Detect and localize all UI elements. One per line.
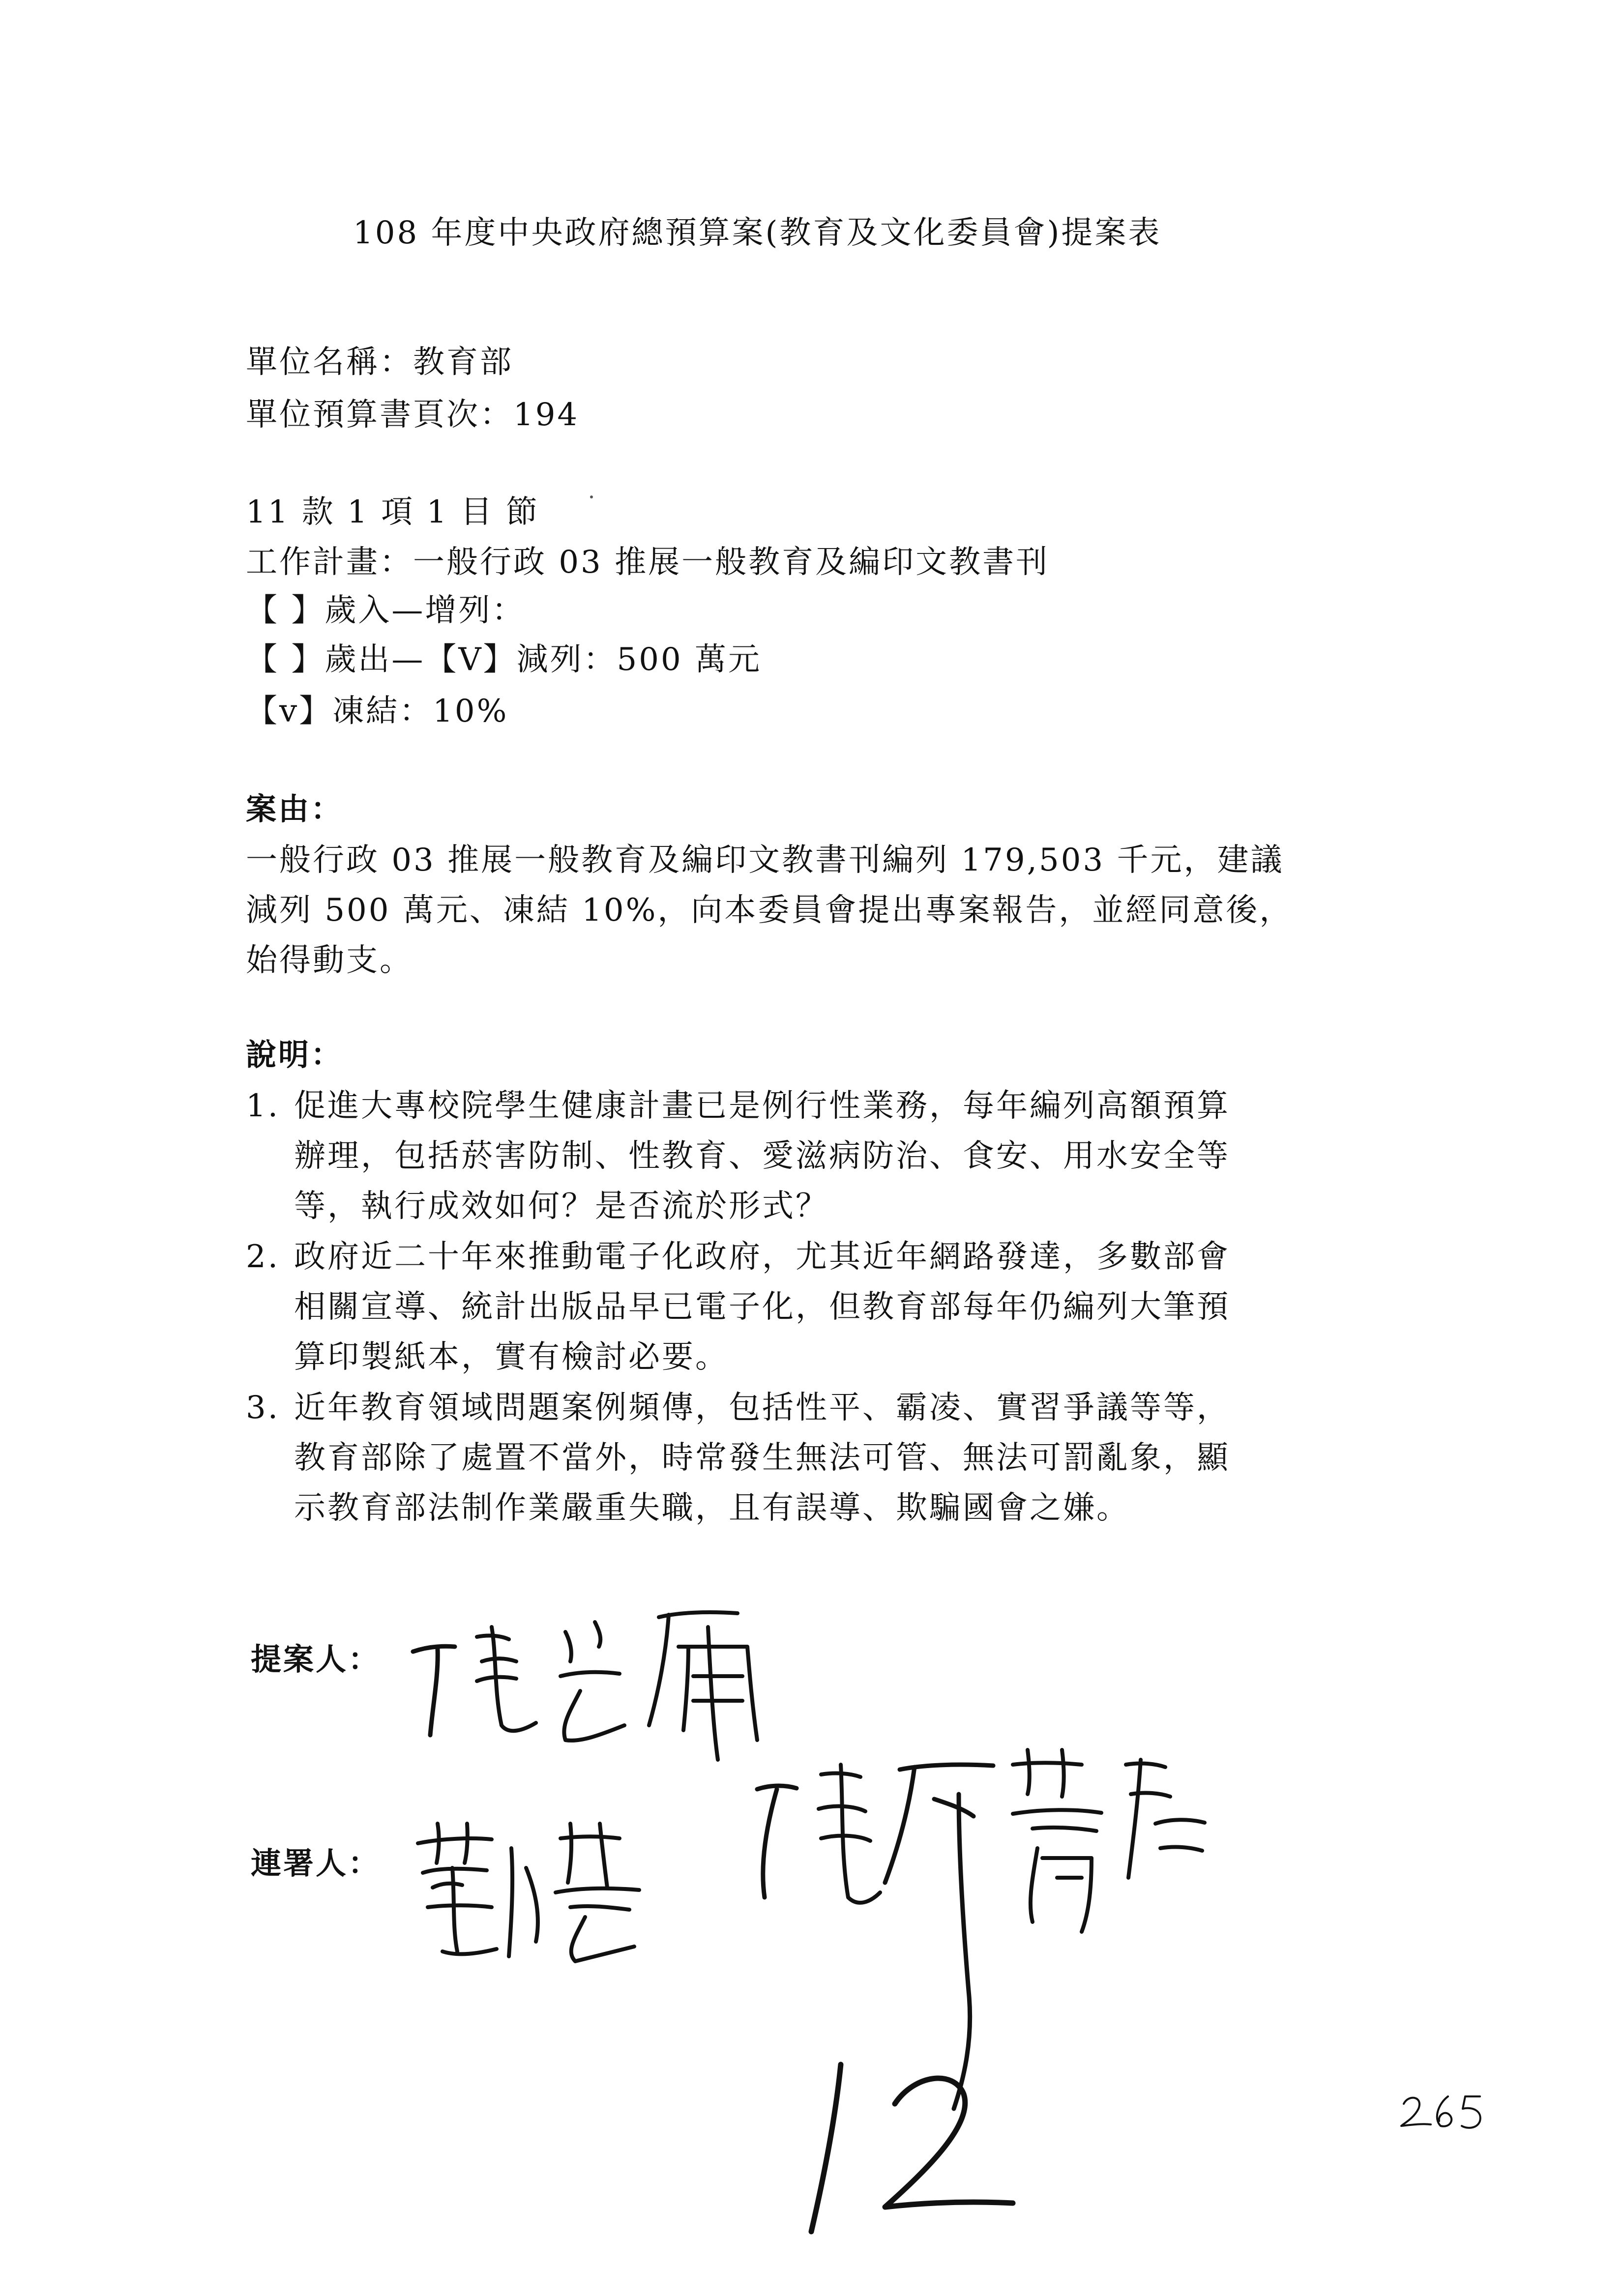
explanation-heading: 說明： (246, 1037, 344, 1073)
cosigner-label: 連署人： (251, 1845, 381, 1881)
scan-speck (590, 495, 593, 498)
freeze-line: 【v】凍結：10% (246, 693, 509, 729)
expenditure-line: 【 】歲出—【V】減列：500 萬元 (246, 641, 762, 678)
reason-line: 始得動支。 (246, 942, 413, 979)
explanation-item-line: 教育部除了處置不當外，時常發生無法可管、無法可罰亂象，顯 (294, 1440, 1230, 1476)
explanation-item-line: 算印製紙本，實有檢討必要。 (294, 1339, 729, 1375)
explanation-item-line: 近年教育領域問題案例頻傳，包括性平、霸凌、實習爭議等等， (294, 1390, 1230, 1426)
proposer-signature (403, 1578, 787, 1765)
budget-section: 11 款 1 項 1 目 節 (246, 494, 539, 530)
explanation-item-line: 辦理，包括菸害防制、性教育、愛滋病防治、食安、用水安全等 (294, 1138, 1230, 1174)
revenue-line: 【 】歲入—增列： (246, 592, 526, 629)
explanation-item-line: 相關宣導、統計出版品早已電子化，但教育部每年仍編列大筆預 (294, 1289, 1230, 1325)
explanation-item-line: 促進大專校院學生健康計畫已是例行性業務，每年編列高額預算 (294, 1088, 1230, 1124)
unit-name: 單位名稱：教育部 (246, 344, 513, 380)
page-number-265 (1394, 2084, 1492, 2133)
explanation-item-line: 示教育部法制作業嚴重失職，且有誤導、欺騙國會之嫌。 (294, 1490, 1130, 1526)
handwritten-number-12 (767, 2045, 1023, 2251)
unit-budget-page: 單位預算書頁次：194 (246, 397, 580, 433)
reason-line: 減列 500 萬元、凍結 10%，向本委員會提出專案報告，並經同意後， (246, 892, 1293, 929)
explanation-item-line: 政府近二十年來推動電子化政府，尤其近年網路發達，多數部會 (294, 1239, 1230, 1275)
work-plan: 工作計畫：一般行政 03 推展一般教育及編印文教書刊 (246, 544, 1050, 581)
reason-line: 一般行政 03 推展一般教育及編印文教書刊編列 179,503 千元，建議 (246, 842, 1284, 878)
cosigner-signature-1 (413, 1809, 669, 1966)
explanation-item-number: 1. (246, 1088, 280, 1124)
reason-heading: 案由： (246, 791, 344, 827)
explanation-item-number: 2. (246, 1239, 280, 1275)
proposer-label: 提案人： (251, 1641, 381, 1677)
document-title: 108 年度中央政府總預算案(教育及文化委員會)提案表 (353, 215, 1162, 251)
explanation-item-number: 3. (246, 1390, 280, 1426)
explanation-item-line: 等，執行成效如何？是否流於形式？ (294, 1188, 829, 1224)
